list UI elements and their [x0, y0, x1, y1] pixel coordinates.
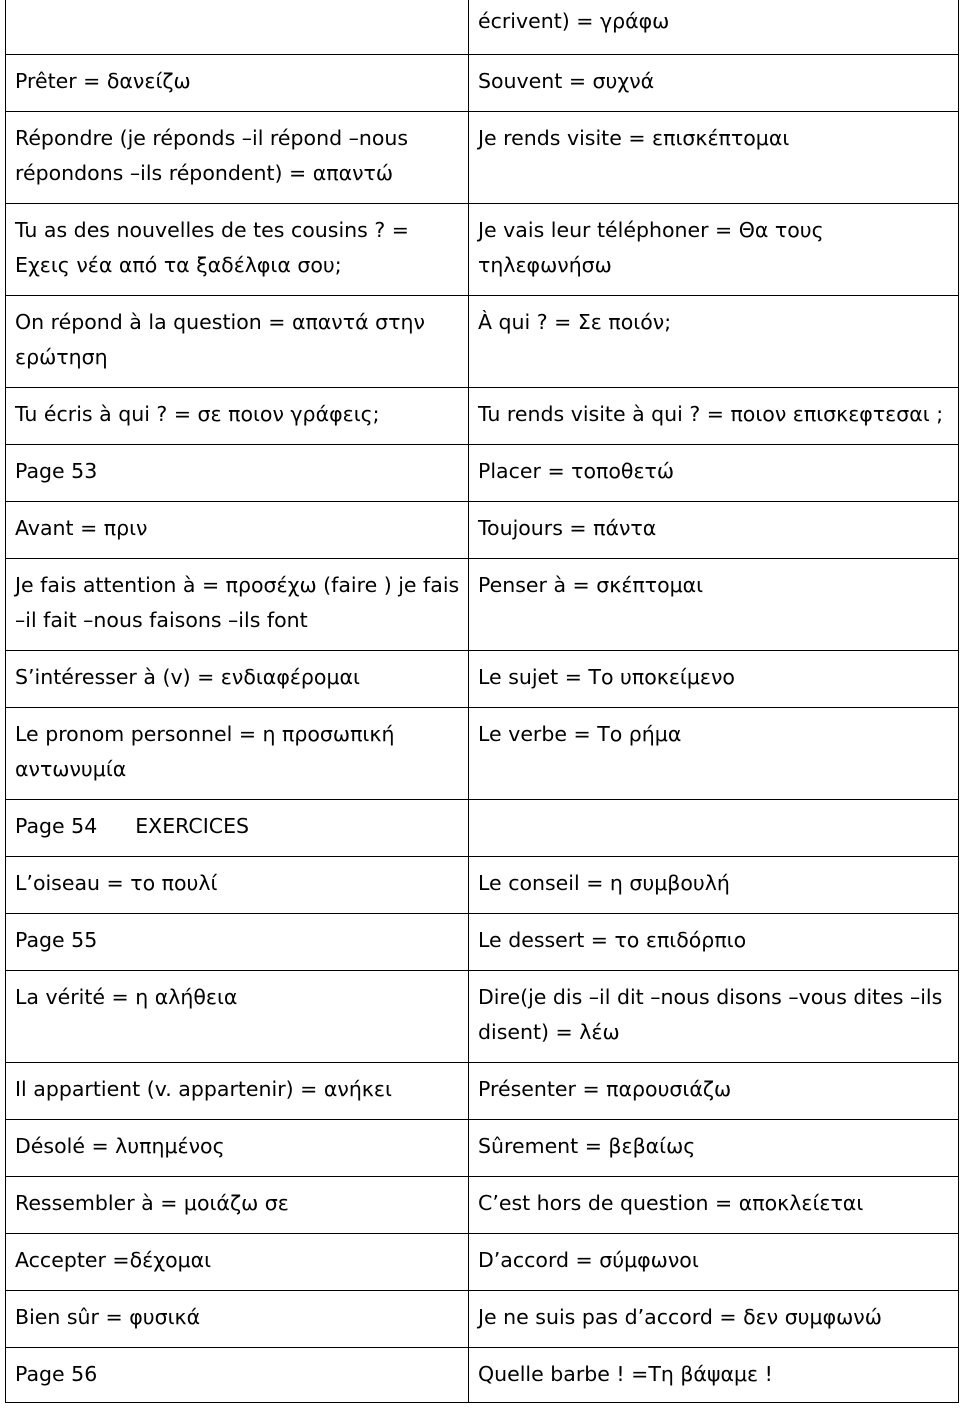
term-cell-right: Le sujet = Το υποκείμενο: [469, 651, 959, 708]
term-cell-right: À qui ? = Σε ποιόν;: [469, 296, 959, 388]
term-cell-left: [6, 0, 469, 55]
table-row: [6, 112, 959, 204]
term-cell-right: Penser à = σκέπτομαι: [469, 559, 959, 651]
table-row: [6, 800, 959, 857]
term-cell-right: Sûrement = βεβαίως: [469, 1120, 959, 1177]
table-row: [6, 971, 959, 1063]
table-row: [6, 0, 959, 55]
term-cell-left: On répond à la question = απαντά στην ερώτηση: [6, 296, 469, 388]
table-row: [6, 1348, 959, 1403]
table-row: [6, 445, 959, 502]
term-cell-right: C’est hors de question = αποκλείεται: [469, 1177, 959, 1234]
table-row: [6, 1234, 959, 1291]
table-row: [6, 1177, 959, 1234]
term-cell-right: Souvent = συχνά: [469, 55, 959, 112]
term-cell-left: Prêter = δανείζω: [6, 55, 469, 112]
term-cell-right: écrivent) = γράφω: [469, 0, 959, 55]
table-row: [6, 1120, 959, 1177]
page-heading: Page 54: [15, 814, 98, 838]
term-cell-right: Quelle barbe ! =Τη βάψαμε !: [469, 1348, 959, 1403]
term-cell-left: Avant = πριν: [6, 502, 469, 559]
term-cell-right: Je ne suis pas d’accord = δεν συμφωνώ: [469, 1291, 959, 1348]
table-row: [6, 1291, 959, 1348]
term-cell-left: Le pronom personnel = η προσωπική αντωνυμία: [6, 708, 469, 800]
table-row: [6, 296, 959, 388]
term-cell-right: Je vais leur téléphoner = Θα τους τηλεφωνήσω: [469, 204, 959, 296]
table-row: [6, 914, 959, 971]
table-row: [6, 857, 959, 914]
term-cell-right: Je rends visite = επισκέπτομαι: [469, 112, 959, 204]
term-cell-left: Tu as des nouvelles de tes cousins ? = Εχεις νέα από τα ξαδέλφια σου;: [6, 204, 469, 296]
table-row: [6, 651, 959, 708]
vocabulary-table: [5, 0, 959, 1403]
term-cell-right: Toujours = πάντα: [469, 502, 959, 559]
term-cell-right: Présenter = παρουσιάζω: [469, 1063, 959, 1120]
page-heading-cell: [6, 800, 469, 857]
page-heading: Page 56: [6, 1348, 469, 1403]
term-cell-left: Il appartient (v. appartenir) = ανήκει: [6, 1063, 469, 1120]
term-cell-left: Je fais attention à = προσέχω (faire ) je fais –il fait –nous faisons –ils font: [6, 559, 469, 651]
term-cell-right: Le dessert = το επιδόρπιο: [469, 914, 959, 971]
term-cell-right: Le verbe = Το ρήμα: [469, 708, 959, 800]
term-cell-left: Désolé = λυπημένος: [6, 1120, 469, 1177]
page-heading: Page 53: [6, 445, 469, 502]
section-heading: EXERCICES: [135, 814, 250, 838]
term-cell-right: Placer = τοποθετώ: [469, 445, 959, 502]
term-cell-left: Ressembler à = μοιάζω σε: [6, 1177, 469, 1234]
table-row: [6, 502, 959, 559]
page-heading: Page 55: [6, 914, 469, 971]
table-row: [6, 55, 959, 112]
term-cell-left: La vérité = η αλήθεια: [6, 971, 469, 1063]
table-row: [6, 388, 959, 445]
term-cell-left: L’oiseau = το πουλί: [6, 857, 469, 914]
term-cell-left: Accepter =δέχομαι: [6, 1234, 469, 1291]
table-row: [6, 204, 959, 296]
term-cell-left: Tu écris à qui ? = σε ποιον γράφεις;: [6, 388, 469, 445]
term-cell-left: Répondre (je réponds –il répond –nous répondons –ils répondent) = απαντώ: [6, 112, 469, 204]
table-row: [6, 1063, 959, 1120]
term-cell-right: Dire(je dis –il dit –nous disons –vous dites –ils disent) = λέω: [469, 971, 959, 1063]
term-cell-right: [469, 800, 959, 857]
table-row: [6, 559, 959, 651]
table-row: [6, 708, 959, 800]
term-cell-right: Tu rends visite à qui ? = ποιον επισκεφτεσαι ;: [469, 388, 959, 445]
term-cell-left: S’intéresser à (v) = ενδιαφέρομαι: [6, 651, 469, 708]
term-cell-left: Bien sûr = φυσικά: [6, 1291, 469, 1348]
term-cell-right: D’accord = σύμφωνοι: [469, 1234, 959, 1291]
term-cell-right: Le conseil = η συμβουλή: [469, 857, 959, 914]
